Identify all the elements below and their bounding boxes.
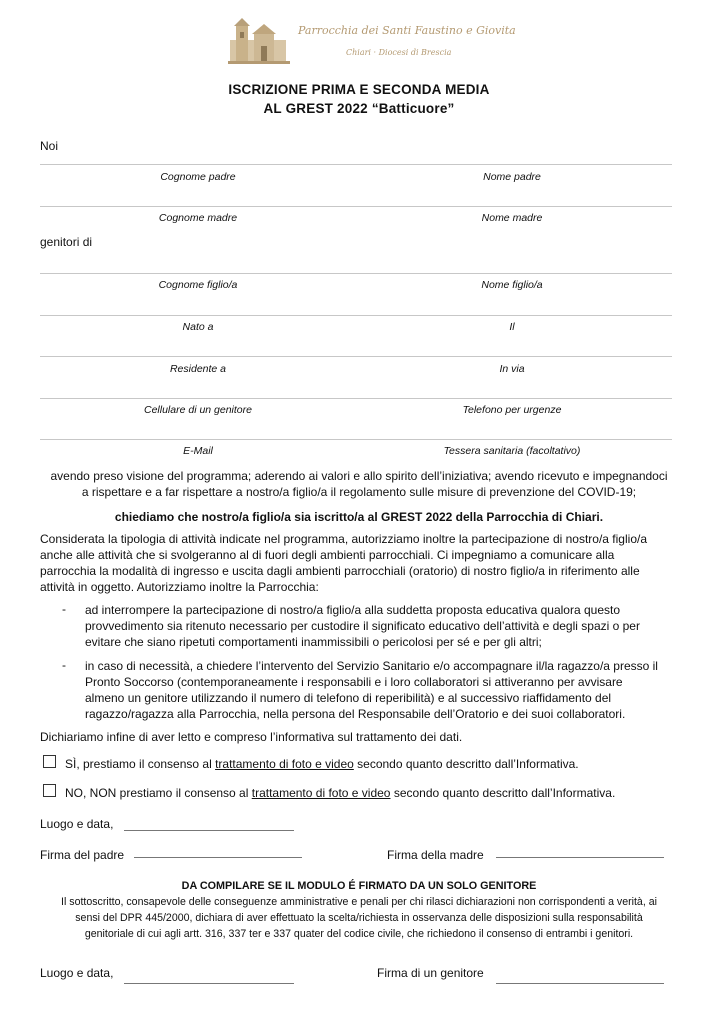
consent-no-checkbox[interactable]	[43, 784, 56, 797]
father-signature-label: Firma del padre	[40, 848, 125, 862]
logo-name: Parrocchia dei Santi Faustino e Giovita	[298, 24, 516, 37]
child-name-label: Nome figlio/a	[481, 279, 543, 291]
place-date-line-2[interactable]	[124, 983, 294, 984]
residence-label: Residente a	[169, 363, 227, 375]
consent-yes-checkbox[interactable]	[43, 755, 56, 768]
consid-line-4: attività in oggetto. Autorizziamo inoltre la Parrocchia:	[40, 580, 319, 594]
birthdate-label: Il	[509, 321, 515, 333]
mother-signature-line[interactable]	[496, 857, 664, 858]
place-date-label: Luogo e data,	[40, 817, 114, 831]
child-name-line[interactable]	[40, 273, 672, 274]
bullet-1-line-3: evitare che siano ripetuti comportamenti inammissibili o pericolosi per sé e per gli altri;	[85, 635, 542, 649]
noi-label: Noi	[40, 139, 59, 153]
chiediamo-statement: chiediamo che nostro/a figlio/a sia iscritto/a al GREST 2022 della Parrocchia di Chiari.	[114, 510, 604, 524]
father-name-label: Nome padre	[483, 171, 541, 183]
single-parent-line-3: genitoriale di cui agli artt. 316, 337 ter e 337 quater del codice civile, che richiedono il consenso di entrambi i genitori.	[84, 928, 634, 940]
bullet-1-line-2: provvedimento sia ritenuto necessario per custodire il significato educativo dell’attività e degli spazi o per	[85, 619, 640, 633]
mother-signature-label: Firma della madre	[387, 848, 484, 862]
bullet-mark-2: -	[62, 658, 66, 672]
father-name-line[interactable]	[40, 164, 672, 165]
place-date-line[interactable]	[124, 830, 294, 831]
mother-name-line[interactable]	[40, 206, 672, 207]
email-line[interactable]	[40, 439, 672, 440]
genitori-di-label: genitori di	[40, 235, 93, 249]
emergency-phone-label: Telefono per urgenze	[462, 404, 562, 416]
bullet-2-line-4: ragazzo/ragazza alla Parrocchia, nella persona del Responsabile dell’Oratorio e dei suoi collaboratori.	[85, 707, 626, 721]
avendo-line-2: a rispettare e a far rispettare a nostro/a figlio/a il regolamento sulle misure di prevenzione del COVID-19;	[81, 485, 637, 499]
consid-line-1: Considerata la tipologia di attività indicate nel programma, autorizziamo inoltre la partecipazione di nostro/a figlio/a	[40, 532, 647, 546]
mother-surname-label: Cognome madre	[158, 212, 238, 224]
single-parent-signature-line[interactable]	[496, 983, 664, 984]
consent-yes-label: SÌ, prestiamo il consenso al trattamento di foto e video secondo quanto descritto dall’Informativa.	[65, 757, 579, 771]
consent-no-label: NO, NON prestiamo il consenso al trattamento di foto e video secondo quanto descritto dall’Informativa.	[65, 786, 616, 800]
place-date-label-2: Luogo e data,	[40, 966, 114, 980]
bullet-mark-1: -	[62, 602, 66, 616]
single-parent-signature-label: Firma di un genitore	[377, 966, 484, 980]
avendo-line-1: avendo preso visione del programma; aderendo ai valori e allo spirito dell’iniziativa; avendo ricevuto e impegnandoci	[50, 469, 668, 483]
child-surname-label: Cognome figlio/a	[158, 279, 238, 291]
page-title-line1: ISCRIZIONE PRIMA E SECONDA MEDIA	[228, 82, 490, 97]
bullet-2-line-1: in caso di necessità, a chiedere l’intervento del Servizio Sanitario e/o accompagnare il/la ragazzo/a presso il	[85, 659, 658, 673]
parish-logo	[228, 14, 516, 68]
single-parent-heading: DA COMPILARE SE IL MODULO É FIRMATO DA UN SOLO GENITORE	[181, 880, 537, 892]
church-building-icon	[228, 18, 290, 66]
bullet-2-line-3: almeno un genitore utilizzando il numero di telefono di reperibilità) e al successivo riaffidamento del	[85, 691, 612, 705]
street-label: In via	[499, 363, 525, 375]
residence-line[interactable]	[40, 356, 672, 357]
birth-line[interactable]	[40, 315, 672, 316]
health-card-label: Tessera sanitaria (facoltativo)	[443, 445, 581, 457]
page-title-line2: AL GREST 2022 “Batticuore”	[263, 101, 455, 116]
single-parent-line-1: Il sottoscritto, consapevole delle conseguenze amministrative e penali per chi rilasci dichiarazioni non corrispondenti a verità, ai	[61, 896, 657, 908]
mother-name-label: Nome madre	[481, 212, 543, 224]
birthplace-label: Nato a	[182, 321, 214, 333]
email-label: E-Mail	[183, 445, 213, 457]
parent-mobile-label: Cellulare di un genitore	[144, 404, 252, 416]
logo-subtitle: Chiari · Diocesi di Brescia	[346, 48, 452, 57]
bullet-1-line-1: ad interrompere la partecipazione di nostro/a figlio/a alla suddetta proposta educativa qualora questo	[85, 603, 621, 617]
father-surname-label: Cognome padre	[160, 171, 236, 183]
single-parent-line-2: sensi del DPR 445/2000, dichiara di aver effettuato la scelta/richiesta in osservanza delle disposizioni sulla responsabilità	[75, 912, 643, 924]
consid-line-2: anche alle attività che si svolgeranno al di fuori degli ambienti parrocchiali. Ci impegniamo a comunicare alla	[40, 548, 615, 562]
phone-line[interactable]	[40, 398, 672, 399]
bullet-2-line-2: Pronto Soccorso (contemporaneamente i responsabili e i loro collaboratori si attiveranno per avvisare	[85, 675, 623, 689]
dichiariamo-statement: Dichiariamo infine di aver letto e compreso l’informativa sul trattamento dei dati.	[40, 730, 463, 744]
consid-line-3: parrocchia la modalità di ingresso e uscita dagli ambienti parrocchiali (oratorio) di nostro figlio/a in riferimento alle	[40, 564, 640, 578]
father-signature-line[interactable]	[134, 857, 302, 858]
